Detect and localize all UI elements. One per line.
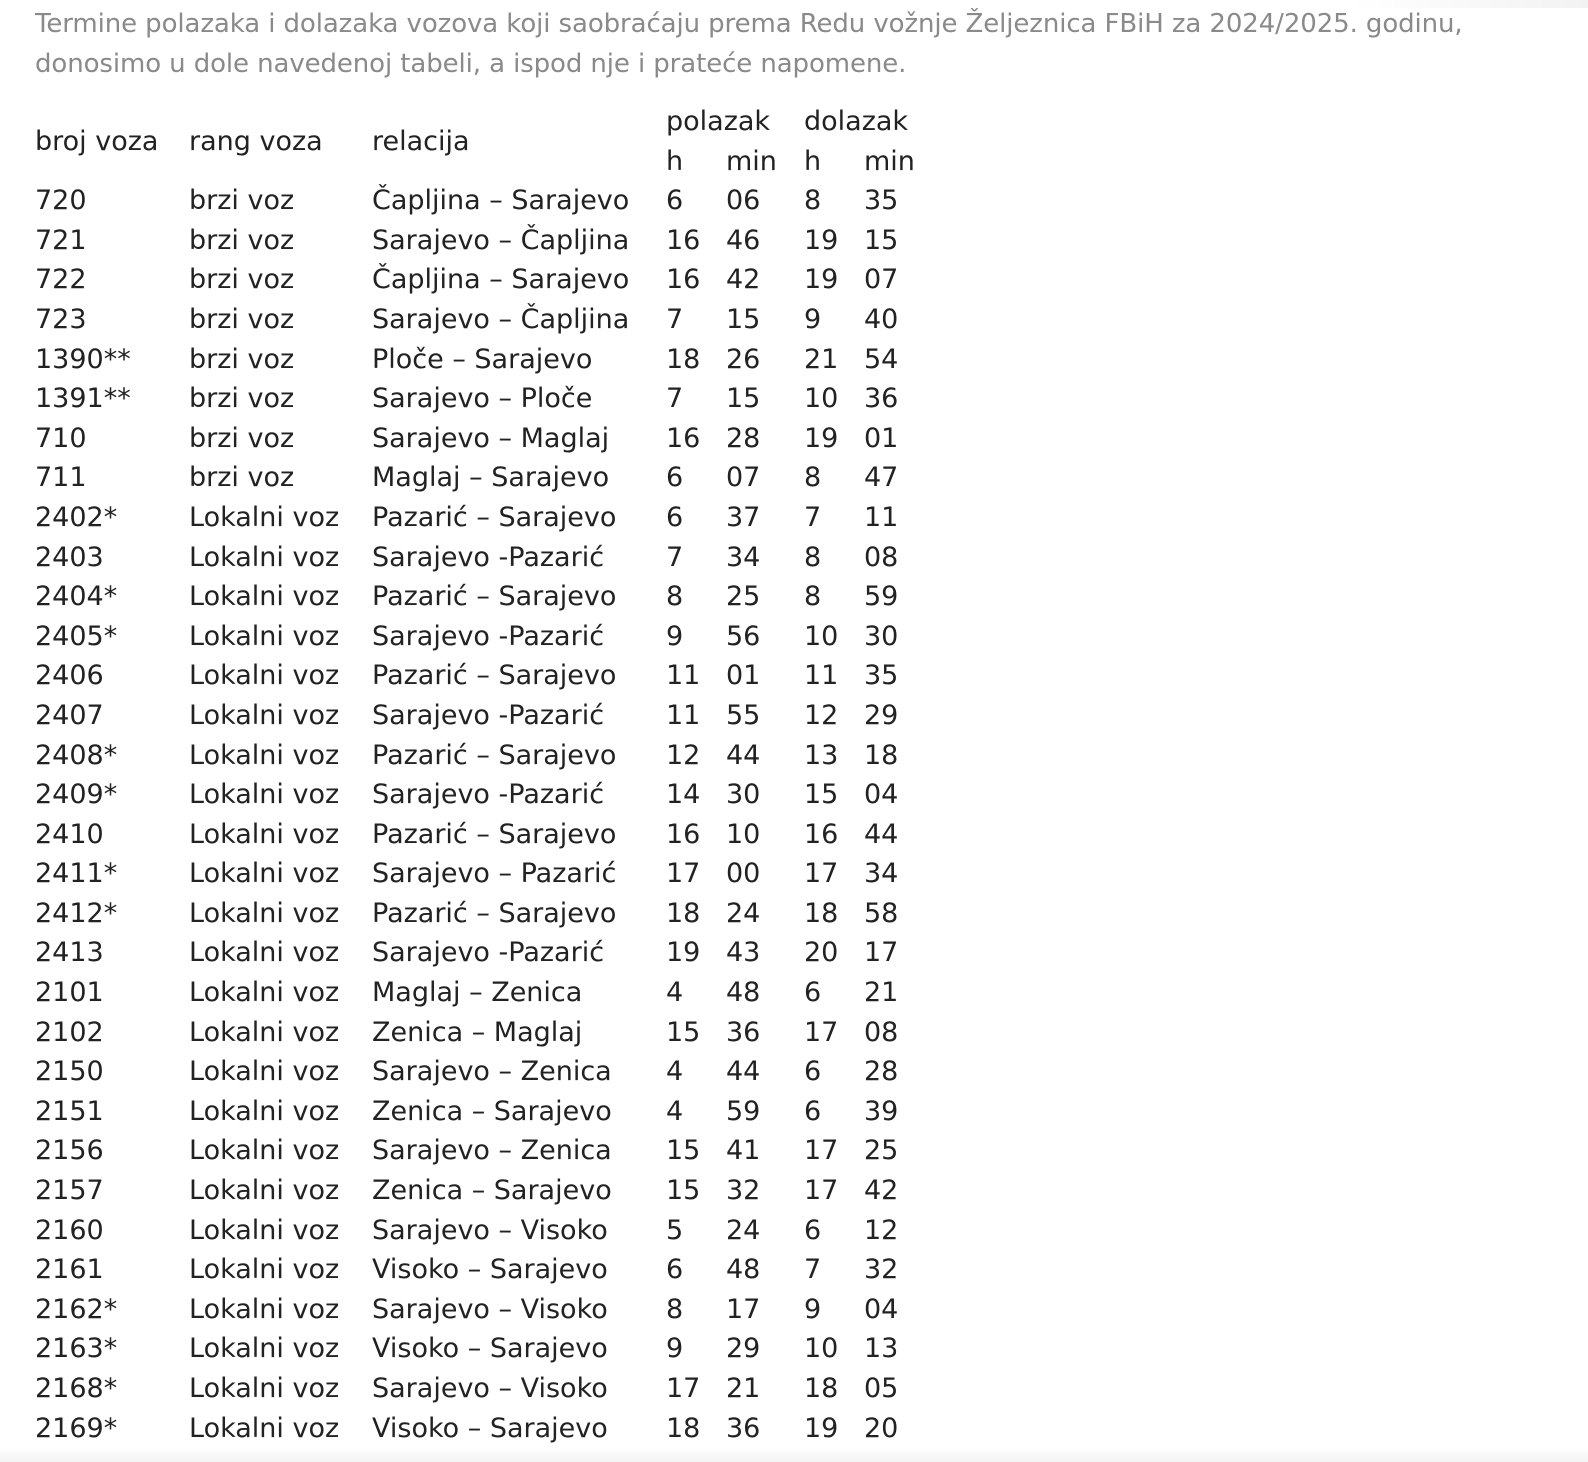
train-rank-cell: Lokalni voz [189,620,340,652]
route-cell: Sarajevo – Ploče [372,383,593,415]
departure-hour-cell: 4 [666,1056,684,1088]
arrival-hour-cell: 17 [804,1175,839,1207]
arrival-hour-cell: 6 [804,1056,822,1088]
arrival-hour-cell: 18 [804,897,839,929]
route-cell: Sarajevo – Visoko [372,1293,608,1325]
departure-minute-cell: 24 [726,1214,761,1246]
train-number-cell: 2151 [35,1095,104,1127]
route-cell: Zenica – Maglaj [372,1016,583,1048]
train-rank-cell: Lokalni voz [189,1214,340,1246]
departure-hour-cell: 16 [666,264,701,296]
arrival-minute-cell: 34 [864,858,899,890]
table-row [24,300,931,340]
departure-minute-cell: 00 [726,858,761,890]
header-arrival-minute: min [864,145,915,177]
header-departure: polazak [666,106,771,137]
train-number-cell: 2162* [35,1293,118,1325]
departure-hour-cell: 19 [666,937,701,969]
train-number-cell: 2102 [35,1016,104,1048]
departure-hour-cell: 9 [666,620,684,652]
route-cell: Pazarić – Sarajevo [372,660,617,692]
departure-minute-cell: 26 [726,343,761,375]
departure-minute-cell: 24 [726,897,761,929]
departure-hour-cell: 6 [666,462,684,494]
departure-hour-cell: 14 [666,779,701,811]
arrival-hour-cell: 19 [804,224,839,256]
train-rank-cell: brzi voz [189,224,295,256]
train-rank-cell: brzi voz [189,185,295,217]
arrival-minute-cell: 39 [864,1095,899,1127]
train-rank-cell: Lokalni voz [189,937,340,969]
train-number-cell: 2168* [35,1373,118,1404]
arrival-hour-cell: 19 [804,1412,839,1444]
arrival-hour-cell: 8 [804,185,822,217]
train-rank-cell: Lokalni voz [189,1373,340,1404]
train-rank-cell: Lokalni voz [189,1016,340,1048]
timetable-header [24,102,931,181]
arrival-hour-cell: 10 [804,620,839,652]
train-number-cell: 2410 [35,818,104,850]
table-row [24,221,931,261]
departure-hour-cell: 17 [666,858,701,890]
arrival-hour-cell: 8 [804,581,822,613]
arrival-hour-cell: 6 [804,1095,822,1127]
table-row [24,419,931,459]
train-rank-cell: Lokalni voz [189,1135,340,1167]
route-cell: Sarajevo – Visoko [372,1373,608,1404]
table-row [24,498,931,538]
departure-hour-cell: 16 [666,224,701,256]
arrival-hour-cell: 10 [804,1333,839,1365]
route-cell: Čapljina – Sarajevo [372,185,630,217]
departure-minute-cell: 32 [726,1175,761,1207]
arrival-minute-cell: 54 [864,343,899,375]
train-rank-cell: Lokalni voz [189,739,340,771]
train-number-cell: 2163* [35,1333,118,1365]
intro-paragraph: Termine polazaka i dolazaka vozova koji saobraćaju prema Redu vožnje Željeznica FBiH za 2024/2025. godinu, donosimo u dole navedenoj tabeli, a ispod nje i prateće napomene. [35,9,1463,79]
route-cell: Sarajevo – Pazarić [372,858,617,890]
arrival-hour-cell: 8 [804,541,822,573]
route-cell: Sarajevo – Maglaj [372,422,610,454]
table-row [24,1409,931,1449]
route-cell: Sarajevo -Pazarić [372,699,605,731]
train-timetable [24,102,931,1448]
departure-minute-cell: 44 [726,739,761,771]
arrival-minute-cell: 07 [864,264,899,296]
route-cell: Pazarić – Sarajevo [372,897,617,929]
departure-hour-cell: 7 [666,383,684,415]
train-number-cell: 2404* [35,581,118,613]
table-row [24,933,931,973]
train-number-cell: 2161 [35,1254,104,1286]
header-departure-hour: h [666,145,684,177]
departure-minute-cell: 25 [726,581,761,613]
table-row [24,1211,931,1251]
route-cell: Zenica – Sarajevo [372,1095,612,1127]
arrival-minute-cell: 20 [864,1412,899,1444]
departure-minute-cell: 01 [726,660,761,692]
arrival-minute-cell: 35 [864,660,899,692]
train-rank-cell: brzi voz [189,264,295,296]
train-number-cell: 2169* [35,1412,118,1444]
departure-hour-cell: 9 [666,1333,684,1365]
route-cell: Visoko – Sarajevo [372,1412,608,1444]
table-row [24,656,931,696]
route-cell: Sarajevo – Čapljina [372,303,630,335]
table-row [24,458,931,498]
departure-minute-cell: 41 [726,1135,761,1167]
arrival-minute-cell: 08 [864,1016,899,1048]
train-rank-cell: Lokalni voz [189,1412,340,1444]
route-cell: Sarajevo -Pazarić [372,779,605,811]
header-train-rank: rang voza [189,125,323,157]
arrival-hour-cell: 20 [804,937,839,969]
departure-minute-cell: 29 [726,1333,761,1365]
train-rank-cell: brzi voz [189,303,295,335]
route-cell: Sarajevo – Visoko [372,1214,608,1246]
arrival-hour-cell: 21 [804,343,839,375]
train-rank-cell: Lokalni voz [189,501,340,533]
header-route: relacija [372,125,470,157]
departure-minute-cell: 42 [726,264,761,296]
departure-minute-cell: 15 [726,383,761,415]
header-arrival: dolazak [804,106,909,137]
train-number-cell: 2412* [35,897,118,929]
table-row [24,854,931,894]
train-rank-cell: Lokalni voz [189,541,340,573]
route-cell: Sarajevo – Čapljina [372,224,630,256]
train-rank-cell: Lokalni voz [189,779,340,811]
arrival-hour-cell: 19 [804,422,839,454]
table-row [24,1131,931,1171]
departure-minute-cell: 10 [726,818,761,850]
train-number-cell: 720 [35,185,87,217]
departure-minute-cell: 59 [726,1095,761,1127]
header-departure-minute: min [726,145,777,177]
train-number-cell: 2408* [35,739,118,771]
train-rank-cell: Lokalni voz [189,818,340,850]
arrival-minute-cell: 47 [864,462,899,494]
arrival-minute-cell: 35 [864,185,899,217]
arrival-minute-cell: 17 [864,937,899,969]
table-row [24,1329,931,1369]
departure-hour-cell: 11 [666,660,701,692]
departure-minute-cell: 36 [726,1016,761,1048]
departure-hour-cell: 8 [666,581,684,613]
departure-minute-cell: 21 [726,1373,761,1404]
route-cell: Maglaj – Sarajevo [372,462,610,494]
train-rank-cell: Lokalni voz [189,699,340,731]
arrival-minute-cell: 04 [864,779,899,811]
departure-minute-cell: 30 [726,779,761,811]
arrival-minute-cell: 05 [864,1373,899,1404]
table-row [24,894,931,934]
train-rank-cell: Lokalni voz [189,1293,340,1325]
route-cell: Sarajevo – Zenica [372,1056,612,1088]
arrival-minute-cell: 15 [864,224,899,256]
train-number-cell: 711 [35,462,87,494]
route-cell: Maglaj – Zenica [372,977,583,1009]
table-row [24,260,931,300]
route-cell: Čapljina – Sarajevo [372,264,630,296]
train-rank-cell: Lokalni voz [189,1254,340,1286]
departure-minute-cell: 34 [726,541,761,573]
train-number-cell: 722 [35,264,87,296]
departure-hour-cell: 16 [666,818,701,850]
departure-hour-cell: 18 [666,1412,701,1444]
train-number-cell: 721 [35,224,87,256]
train-number-cell: 2101 [35,977,104,1009]
departure-minute-cell: 06 [726,185,761,217]
departure-hour-cell: 15 [666,1175,701,1207]
route-cell: Pazarić – Sarajevo [372,581,617,613]
arrival-minute-cell: 29 [864,699,899,731]
arrival-hour-cell: 8 [804,462,822,494]
arrival-hour-cell: 17 [804,1016,839,1048]
arrival-hour-cell: 7 [804,1254,822,1286]
table-row [24,538,931,578]
train-rank-cell: Lokalni voz [189,858,340,890]
bottom-fade [0,1446,1588,1462]
departure-minute-cell: 36 [726,1412,761,1444]
train-number-cell: 2406 [35,660,104,692]
table-row [24,1013,931,1053]
departure-minute-cell: 44 [726,1056,761,1088]
route-cell: Pazarić – Sarajevo [372,501,617,533]
arrival-hour-cell: 13 [804,739,839,771]
departure-minute-cell: 17 [726,1293,761,1325]
train-number-cell: 2402* [35,501,118,533]
arrival-hour-cell: 6 [804,1214,822,1246]
arrival-minute-cell: 25 [864,1135,899,1167]
arrival-minute-cell: 18 [864,739,899,771]
train-number-cell: 1391** [35,383,131,415]
arrival-hour-cell: 7 [804,501,822,533]
departure-hour-cell: 11 [666,699,701,731]
arrival-minute-cell: 30 [864,620,899,652]
route-cell: Visoko – Sarajevo [372,1254,608,1286]
table-row [24,775,931,815]
departure-hour-cell: 15 [666,1135,701,1167]
route-cell: Ploče – Sarajevo [372,343,593,375]
table-row [24,696,931,736]
table-row [24,617,931,657]
train-rank-cell: brzi voz [189,462,295,494]
table-row [24,1052,931,1092]
route-cell: Sarajevo – Zenica [372,1135,612,1167]
train-rank-cell: Lokalni voz [189,1175,340,1207]
train-rank-cell: Lokalni voz [189,977,340,1009]
table-row [24,577,931,617]
departure-hour-cell: 12 [666,739,701,771]
departure-hour-cell: 18 [666,897,701,929]
train-number-cell: 2409* [35,779,118,811]
train-number-cell: 2405* [35,620,118,652]
departure-hour-cell: 6 [666,1254,684,1286]
arrival-minute-cell: 21 [864,977,899,1009]
arrival-minute-cell: 01 [864,422,899,454]
arrival-hour-cell: 9 [804,1293,822,1325]
arrival-hour-cell: 9 [804,303,822,335]
table-row [24,340,931,380]
departure-hour-cell: 5 [666,1214,684,1246]
train-rank-cell: Lokalni voz [189,581,340,613]
departure-hour-cell: 18 [666,343,701,375]
arrival-minute-cell: 59 [864,581,899,613]
table-row [24,379,931,419]
arrival-minute-cell: 36 [864,383,899,415]
route-cell: Pazarić – Sarajevo [372,739,617,771]
departure-hour-cell: 15 [666,1016,701,1048]
train-rank-cell: Lokalni voz [189,1056,340,1088]
route-cell: Visoko – Sarajevo [372,1333,608,1365]
train-number-cell: 710 [35,422,87,454]
departure-minute-cell: 28 [726,422,761,454]
arrival-hour-cell: 18 [804,1373,839,1404]
departure-minute-cell: 56 [726,620,761,652]
arrival-minute-cell: 40 [864,303,899,335]
table-row [24,1369,931,1409]
route-cell: Zenica – Sarajevo [372,1175,612,1207]
arrival-minute-cell: 13 [864,1333,899,1365]
arrival-hour-cell: 10 [804,383,839,415]
train-number-cell: 2156 [35,1135,104,1167]
route-cell: Sarajevo -Pazarić [372,541,605,573]
train-number-cell: 1390** [35,343,131,375]
train-number-cell: 2150 [35,1056,104,1088]
departure-minute-cell: 07 [726,462,761,494]
table-row [24,1250,931,1290]
train-rank-cell: Lokalni voz [189,1095,340,1127]
departure-hour-cell: 7 [666,303,684,335]
arrival-hour-cell: 12 [804,699,839,731]
departure-minute-cell: 55 [726,699,761,731]
departure-minute-cell: 43 [726,937,761,969]
arrival-minute-cell: 28 [864,1056,899,1088]
arrival-hour-cell: 15 [804,779,839,811]
table-row [24,181,931,221]
arrival-minute-cell: 32 [864,1254,899,1286]
route-cell: Sarajevo -Pazarić [372,937,605,969]
train-rank-cell: brzi voz [189,383,295,415]
departure-minute-cell: 46 [726,224,761,256]
arrival-minute-cell: 44 [864,818,899,850]
table-row [24,736,931,776]
table-row [24,815,931,855]
timetable-body [24,181,931,1448]
departure-hour-cell: 8 [666,1293,684,1325]
train-rank-cell: brzi voz [189,343,295,375]
train-number-cell: 723 [35,303,87,335]
arrival-hour-cell: 16 [804,818,839,850]
train-number-cell: 2157 [35,1175,104,1207]
train-rank-cell: brzi voz [189,422,295,454]
arrival-hour-cell: 17 [804,1135,839,1167]
arrival-minute-cell: 12 [864,1214,899,1246]
train-number-cell: 2407 [35,699,104,731]
route-cell: Pazarić – Sarajevo [372,818,617,850]
train-number-cell: 2160 [35,1214,104,1246]
arrival-hour-cell: 19 [804,264,839,296]
train-number-cell: 2403 [35,541,104,573]
departure-hour-cell: 4 [666,977,684,1009]
departure-hour-cell: 4 [666,1095,684,1127]
arrival-hour-cell: 17 [804,858,839,890]
train-rank-cell: Lokalni voz [189,1333,340,1365]
train-rank-cell: Lokalni voz [189,660,340,692]
table-row [24,1092,931,1132]
arrival-minute-cell: 11 [864,501,899,533]
train-rank-cell: Lokalni voz [189,897,340,929]
route-cell: Sarajevo -Pazarić [372,620,605,652]
arrival-minute-cell: 42 [864,1175,899,1207]
departure-hour-cell: 6 [666,185,684,217]
header-row-top [24,102,931,142]
departure-hour-cell: 6 [666,501,684,533]
train-number-cell: 2411* [35,858,118,890]
departure-minute-cell: 48 [726,977,761,1009]
arrival-minute-cell: 58 [864,897,899,929]
arrival-minute-cell: 04 [864,1293,899,1325]
arrival-minute-cell: 08 [864,541,899,573]
departure-hour-cell: 16 [666,422,701,454]
train-number-cell: 2413 [35,937,104,969]
table-row [24,1171,931,1211]
table-row [24,973,931,1013]
departure-minute-cell: 15 [726,303,761,335]
table-row [24,1290,931,1330]
departure-minute-cell: 48 [726,1254,761,1286]
departure-minute-cell: 37 [726,501,761,533]
departure-hour-cell: 17 [666,1373,701,1404]
arrival-hour-cell: 11 [804,660,839,692]
header-arrival-hour: h [804,145,822,177]
departure-hour-cell: 7 [666,541,684,573]
header-train-number: broj voza [35,125,159,157]
arrival-hour-cell: 6 [804,977,822,1009]
